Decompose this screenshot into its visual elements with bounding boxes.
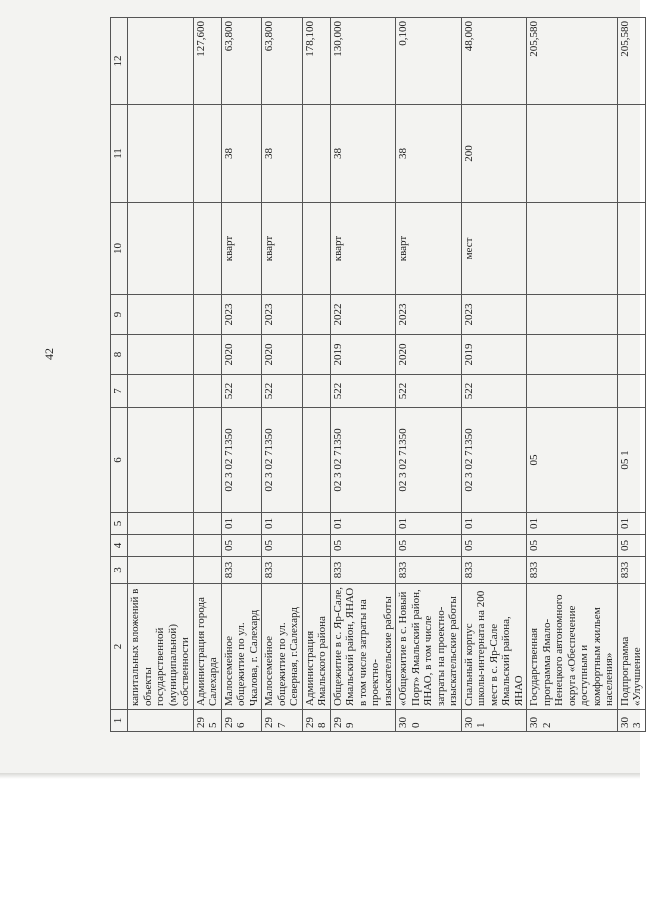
table-cell: [128, 203, 194, 295]
table-cell: [128, 18, 194, 105]
table-cell: 2023: [221, 295, 262, 335]
table-cell: [617, 203, 645, 295]
header-cell: 10: [111, 203, 128, 295]
table-cell: 200: [461, 105, 527, 203]
table-cell: 2023: [396, 295, 462, 335]
table-cell: капитальных вложений в объекты государственной (муниципальной) собственности: [128, 584, 194, 710]
table-cell: [193, 203, 221, 295]
table-row: [302, 18, 330, 732]
table-cell: 01: [330, 513, 396, 535]
table-cell: 48,000: [461, 18, 527, 105]
table-header-row: [111, 18, 128, 732]
header-cell: 4: [111, 535, 128, 557]
table-cell: 05: [262, 535, 303, 557]
table-cell: 01: [262, 513, 303, 535]
table-cell: [617, 295, 645, 335]
header-cell: 8: [111, 335, 128, 375]
table-row: [527, 18, 618, 732]
table-row: [330, 18, 396, 732]
table-cell: [128, 513, 194, 535]
table-cell: 833: [221, 557, 262, 584]
table-row: [221, 18, 262, 732]
header-cell: 1: [111, 710, 128, 732]
table-cell: [527, 105, 618, 203]
table-cell: 296: [221, 710, 262, 732]
table-cell: 522: [461, 375, 527, 408]
page-edge-shadow: [0, 773, 640, 779]
table-cell: 38: [396, 105, 462, 203]
table-cell: 301: [461, 710, 527, 732]
table-cell: [128, 535, 194, 557]
table-cell: [193, 335, 221, 375]
table-row: [396, 18, 462, 732]
table-cell: 295: [193, 710, 221, 732]
table-cell: 522: [396, 375, 462, 408]
table-cell: [302, 203, 330, 295]
table-cell: Спальный корпус школы-интерната на 200 мест в с. Яр-Сале Ямальский района, ЯНАО: [461, 584, 527, 710]
table-cell: 02 3 02 71350: [396, 408, 462, 513]
table-cell: 05: [396, 535, 462, 557]
table-cell: 833: [617, 557, 645, 584]
table-cell: Малосемейное общежитие по ул. Северная, г.Салехард: [262, 584, 303, 710]
table-cell: [193, 557, 221, 584]
table-cell: «Общежитие в с. Новый Порт» Ямальский район, ЯНАО, в том числе затраты на проектно-изыскательские работы: [396, 584, 462, 710]
table-cell: [128, 105, 194, 203]
table-cell: 02 3 02 71350: [461, 408, 527, 513]
table-cell: 178,100: [302, 18, 330, 105]
table-cell: 63,800: [221, 18, 262, 105]
table-row: [617, 18, 645, 732]
investment-table: [110, 17, 646, 732]
table-cell: кварт: [396, 203, 462, 295]
table-cell: Администрация Ямальского района: [302, 584, 330, 710]
table-cell: [193, 295, 221, 335]
table-cell: 205,580: [527, 18, 618, 105]
table-cell: [302, 557, 330, 584]
table-cell: [617, 105, 645, 203]
table-cell: кварт: [262, 203, 303, 295]
table-cell: 2019: [330, 335, 396, 375]
table-cell: 2023: [262, 295, 303, 335]
header-cell: 2: [111, 584, 128, 710]
table-row: [128, 18, 194, 732]
table-cell: мест: [461, 203, 527, 295]
table-row: [262, 18, 303, 732]
table-cell: 02 3 02 71350: [262, 408, 303, 513]
header-cell: 5: [111, 513, 128, 535]
table-cell: 02 3 02 71350: [330, 408, 396, 513]
table-cell: Малосемейное общежитие по ул. Чкалова, г. Салехард: [221, 584, 262, 710]
table-cell: [128, 375, 194, 408]
table-cell: 127,600: [193, 18, 221, 105]
table-cell: 2023: [461, 295, 527, 335]
table-cell: 302: [527, 710, 618, 732]
rotated-table-container: [110, 18, 643, 732]
table-cell: 38: [221, 105, 262, 203]
table-cell: 2020: [262, 335, 303, 375]
table-cell: [193, 105, 221, 203]
table-cell: 01: [221, 513, 262, 535]
table-cell: 38: [330, 105, 396, 203]
table-cell: 02 3 02 71350: [221, 408, 262, 513]
table-cell: 205,580: [617, 18, 645, 105]
table-cell: [617, 375, 645, 408]
header-cell: 6: [111, 408, 128, 513]
table-cell: кварт: [330, 203, 396, 295]
table-cell: [128, 710, 194, 732]
table-cell: [302, 295, 330, 335]
table-cell: [527, 203, 618, 295]
table-cell: 298: [302, 710, 330, 732]
table-cell: [617, 335, 645, 375]
table-cell: [128, 408, 194, 513]
table-cell: 01: [396, 513, 462, 535]
table-cell: 299: [330, 710, 396, 732]
table-cell: [302, 375, 330, 408]
table-cell: Подпрограмма «Улучшение: [617, 584, 645, 710]
table-cell: 833: [262, 557, 303, 584]
table-row: [461, 18, 527, 732]
table-cell: 303: [617, 710, 645, 732]
table-cell: [128, 557, 194, 584]
table-cell: 63,800: [262, 18, 303, 105]
table-cell: 522: [221, 375, 262, 408]
header-cell: 9: [111, 295, 128, 335]
table-cell: 2020: [396, 335, 462, 375]
table-row: [193, 18, 221, 732]
table-cell: [128, 295, 194, 335]
table-cell: [527, 335, 618, 375]
table-cell: 05: [221, 535, 262, 557]
table-cell: [302, 408, 330, 513]
page-number: 42: [42, 348, 56, 360]
table-cell: 297: [262, 710, 303, 732]
table-cell: 38: [262, 105, 303, 203]
table-cell: [193, 408, 221, 513]
table-cell: 2019: [461, 335, 527, 375]
header-cell: 3: [111, 557, 128, 584]
header-cell: 7: [111, 375, 128, 408]
table-cell: [527, 295, 618, 335]
table-cell: 05: [527, 535, 618, 557]
table-cell: [193, 535, 221, 557]
table-cell: Администрация города Салехарда: [193, 584, 221, 710]
table-cell: 833: [527, 557, 618, 584]
table-cell: [128, 335, 194, 375]
table-cell: 2022: [330, 295, 396, 335]
table-cell: 522: [262, 375, 303, 408]
table-cell: [302, 513, 330, 535]
table-cell: 01: [617, 513, 645, 535]
table-cell: 05: [330, 535, 396, 557]
table-cell: [527, 375, 618, 408]
table-cell: 833: [330, 557, 396, 584]
table-body: [128, 18, 646, 732]
table-cell: 01: [527, 513, 618, 535]
table-cell: [302, 105, 330, 203]
table-cell: 130,000: [330, 18, 396, 105]
table-cell: 05: [527, 408, 618, 513]
table-cell: 2020: [221, 335, 262, 375]
table-cell: 300: [396, 710, 462, 732]
table-cell: [193, 375, 221, 408]
table-cell: 05 1: [617, 408, 645, 513]
table-cell: 522: [330, 375, 396, 408]
table-cell: [302, 535, 330, 557]
table-cell: 833: [461, 557, 527, 584]
table-cell: [302, 335, 330, 375]
header-cell: 12: [111, 18, 128, 105]
table-cell: Общежитие в с. Яр-Сале, Ямальский район, ЯНАО в том числе затраты на проектно-изыскательские работы: [330, 584, 396, 710]
table-cell: 05: [461, 535, 527, 557]
table-cell: 01: [461, 513, 527, 535]
header-cell: 11: [111, 105, 128, 203]
table-cell: 0,100: [396, 18, 462, 105]
table-cell: Государственная программа Ямало-Ненецкого автономного округа «Обеспечение доступным и комфортным жильем населения»: [527, 584, 618, 710]
table-cell: 05: [617, 535, 645, 557]
table-cell: кварт: [221, 203, 262, 295]
table-cell: [193, 513, 221, 535]
table-cell: 833: [396, 557, 462, 584]
